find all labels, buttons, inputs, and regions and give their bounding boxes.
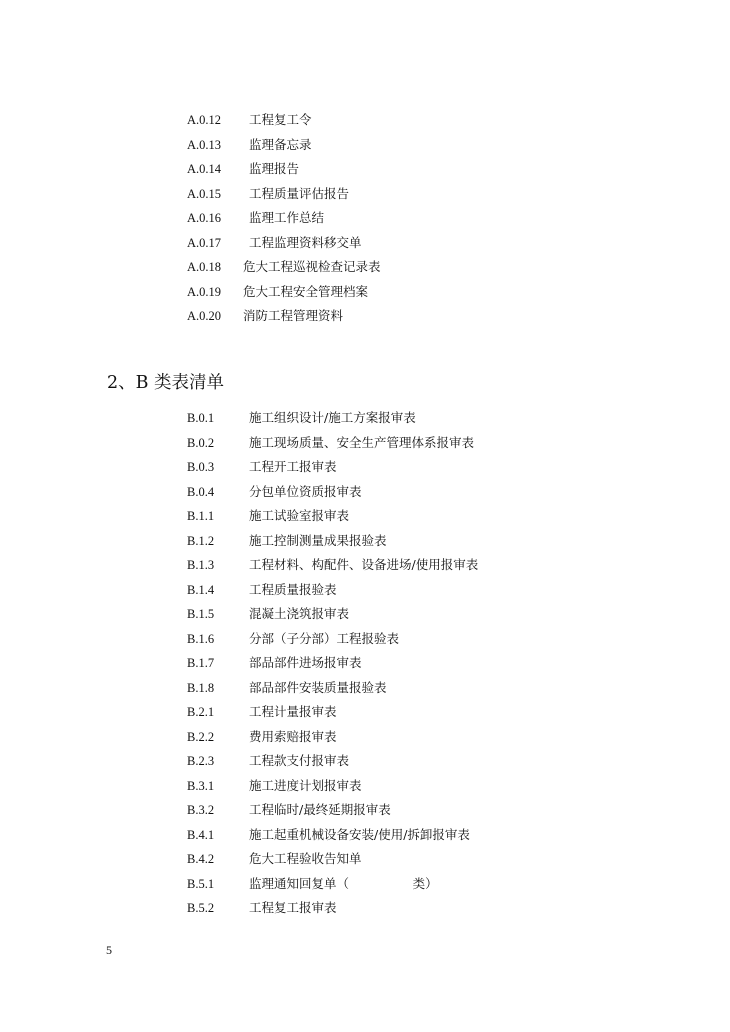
- item-label: 危大工程巡视检查记录表: [243, 259, 381, 274]
- item-label: 施工组织设计/施工方案报审表: [249, 410, 416, 425]
- item-code: B.0.2: [187, 435, 215, 450]
- item-label: 监理通知回复单（ 类）: [249, 875, 438, 891]
- item-code: B.0.4: [187, 484, 215, 499]
- list-item: [187, 282, 381, 307]
- list-item: [187, 825, 478, 850]
- item-label: 工程质量报验表: [249, 581, 337, 597]
- item-label: 工程质量评估报告: [249, 185, 350, 201]
- item-code: B.4.1: [187, 827, 215, 842]
- item-code: A.0.13: [187, 137, 222, 152]
- list-item: [187, 531, 478, 556]
- item-code: B.4.2: [187, 852, 215, 866]
- item-label: 工程计量报审表: [249, 704, 337, 719]
- item-code: A.0.20: [187, 309, 222, 323]
- item-label: 施工控制测量成果报验表: [249, 532, 387, 548]
- item-code: A.0.16: [187, 211, 222, 225]
- item-code: B.1.1: [187, 509, 215, 523]
- list-b: [187, 408, 478, 923]
- item-code: A.0.18: [187, 260, 222, 274]
- list-item: [187, 457, 478, 482]
- list-item: [187, 776, 478, 801]
- item-label: 分部（子分部）工程报验表: [249, 630, 400, 646]
- list-item: [187, 604, 478, 629]
- item-code: B.1.6: [187, 631, 215, 646]
- item-code: A.0.19: [187, 284, 222, 299]
- list-item: [187, 257, 381, 282]
- list-item: [187, 208, 381, 233]
- list-item: [187, 555, 478, 580]
- item-code: B.1.2: [187, 533, 215, 548]
- item-code: B.1.4: [187, 582, 215, 597]
- item-code: A.0.17: [187, 235, 222, 250]
- list-item: [187, 506, 478, 531]
- item-label: 工程材料、构配件、设备进场/使用报审表: [249, 557, 479, 572]
- item-label: 部品部件进场报审表: [249, 655, 362, 670]
- list-item: [187, 898, 478, 923]
- list-item: [187, 849, 478, 874]
- item-code: B.0.1: [187, 411, 215, 425]
- item-label: 工程款支付报审表: [249, 753, 350, 768]
- item-label: 分包单位资质报审表: [249, 483, 362, 499]
- item-label: 部品部件安装质量报验表: [249, 679, 387, 695]
- item-label: 工程监理资料移交单: [249, 234, 362, 250]
- item-code: B.3.2: [187, 803, 215, 817]
- item-label: 危大工程安全管理档案: [243, 283, 369, 299]
- item-label: 工程临时/最终延期报审表: [249, 802, 391, 817]
- list-item: [187, 874, 478, 899]
- item-code: A.0.14: [187, 162, 222, 176]
- item-label: 工程复工令: [249, 112, 312, 127]
- list-item: [187, 184, 381, 209]
- item-label: 工程开工报审表: [249, 459, 337, 474]
- item-label: 费用索赔报审表: [249, 728, 337, 744]
- page-number: 5: [106, 943, 112, 957]
- list-item: [187, 135, 381, 160]
- item-label: 施工进度计划报审表: [249, 777, 362, 793]
- item-code: B.1.8: [187, 680, 215, 695]
- item-code: B.0.3: [187, 460, 215, 474]
- list-item: [187, 629, 478, 654]
- list-item: [187, 800, 478, 825]
- list-item: [187, 233, 381, 258]
- list-a: [187, 110, 381, 331]
- item-code: B.3.1: [187, 778, 215, 793]
- item-code: B.1.3: [187, 558, 215, 572]
- list-item: [187, 580, 478, 605]
- list-item: [187, 751, 478, 776]
- item-label: 混凝土浇筑报审表: [249, 606, 350, 621]
- item-label: 施工起重机械设备安装/使用/拆卸报审表: [249, 826, 470, 842]
- item-label: 监理工作总结: [249, 210, 325, 225]
- list-item: [187, 433, 478, 458]
- item-code: B.5.2: [187, 901, 215, 915]
- item-code: A.0.15: [187, 186, 222, 201]
- item-label: 监理备忘录: [249, 136, 312, 152]
- item-label: 消防工程管理资料: [243, 308, 344, 323]
- item-code: B.1.7: [187, 656, 215, 670]
- list-item: [187, 306, 381, 331]
- item-label: 监理报告: [249, 161, 300, 176]
- list-item: [187, 408, 478, 433]
- list-item: [187, 653, 478, 678]
- list-item: [187, 678, 478, 703]
- item-code: B.5.1: [187, 876, 215, 891]
- item-label: 施工试验室报审表: [249, 508, 350, 523]
- item-label: 工程复工报审表: [249, 900, 337, 915]
- list-item: [187, 159, 381, 184]
- item-code: B.2.3: [187, 754, 215, 768]
- list-item: [187, 702, 478, 727]
- section-heading-b: 2、B 类表清单: [107, 373, 225, 393]
- list-item: [187, 727, 478, 752]
- item-code: B.2.2: [187, 729, 215, 744]
- item-code: B.2.1: [187, 705, 215, 719]
- item-code: B.1.5: [187, 607, 215, 621]
- item-code: A.0.12: [187, 113, 222, 127]
- item-label: 施工现场质量、安全生产管理体系报审表: [249, 434, 475, 450]
- list-item: [187, 110, 381, 135]
- item-label: 危大工程验收告知单: [249, 851, 362, 866]
- list-item: [187, 482, 478, 507]
